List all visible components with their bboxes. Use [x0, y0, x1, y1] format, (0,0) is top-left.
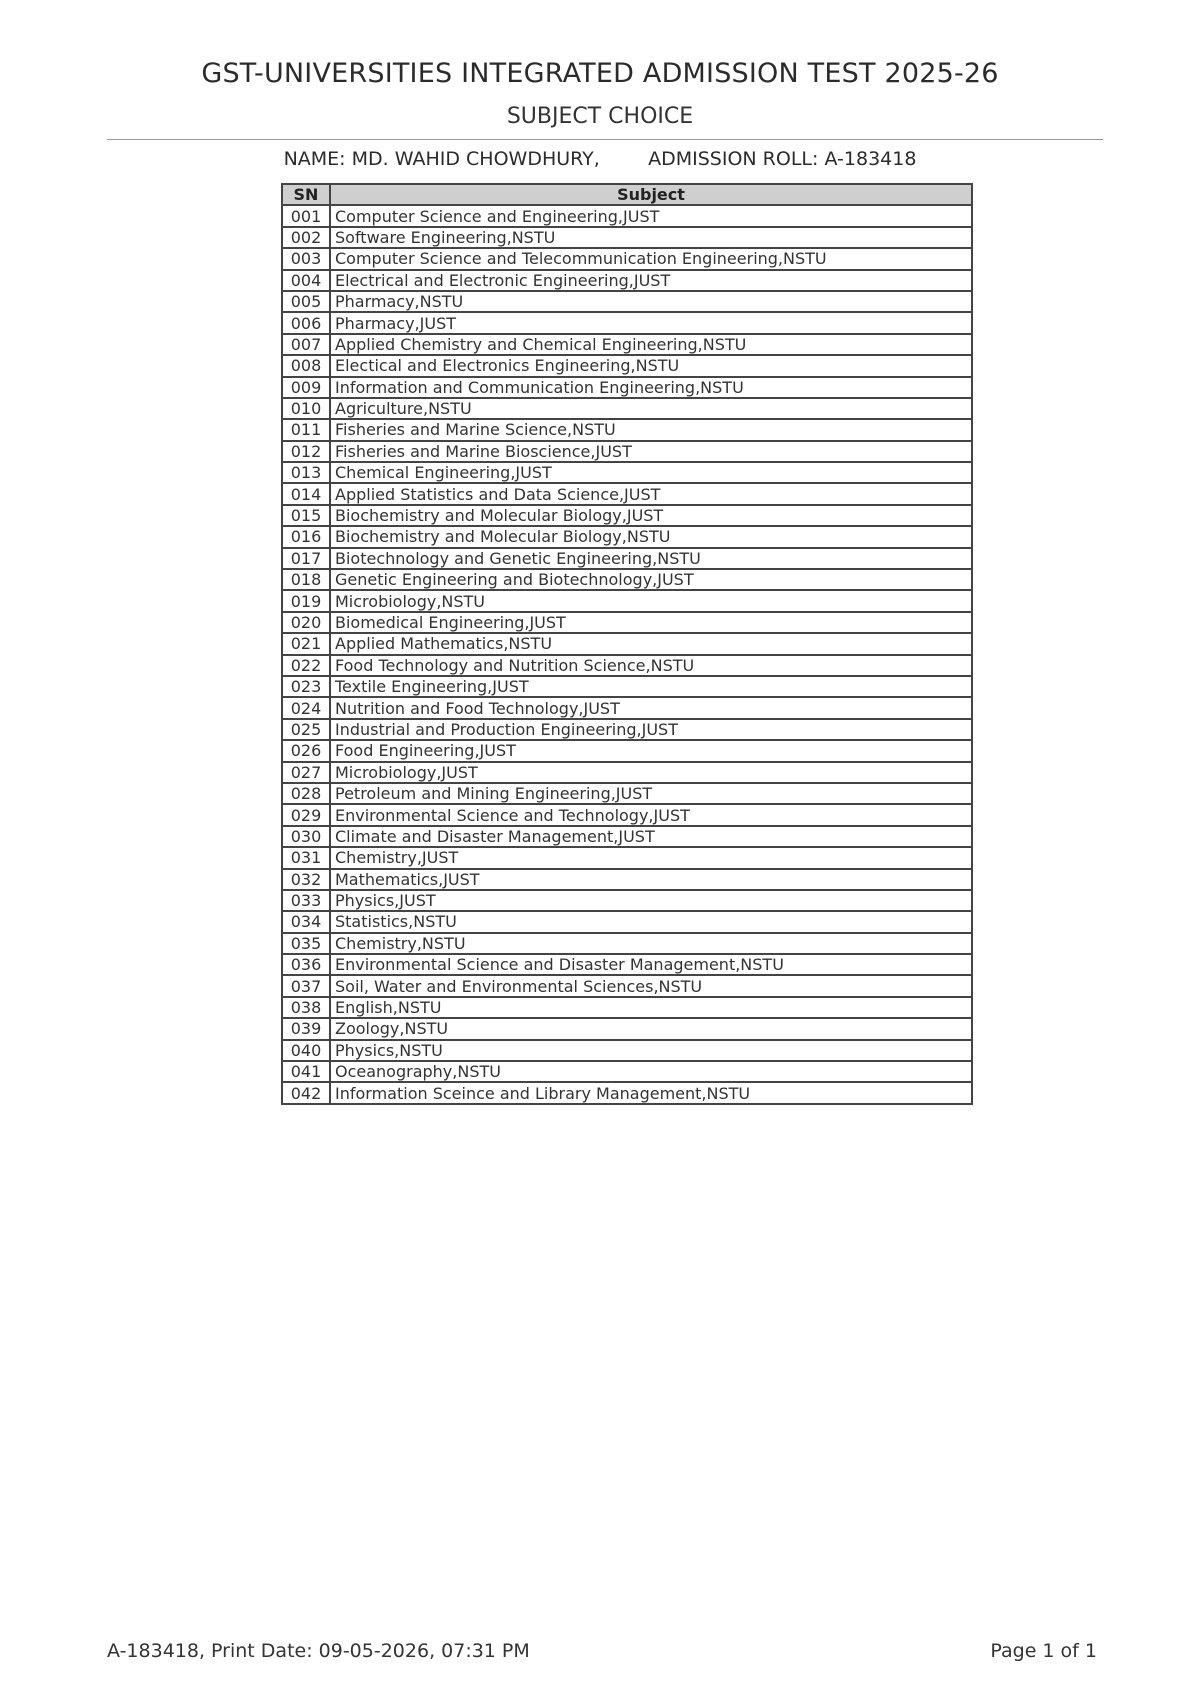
table-row	[282, 355, 972, 376]
table-row	[282, 975, 972, 996]
column-header-sn: SN	[282, 184, 330, 205]
row-subject: Information Sceince and Library Management,NSTU	[330, 1082, 972, 1103]
table-row	[282, 483, 972, 504]
row-sn: 024	[282, 697, 330, 718]
table-row	[282, 676, 972, 697]
row-sn: 039	[282, 1018, 330, 1039]
row-sn: 038	[282, 997, 330, 1018]
row-subject: Microbiology,NSTU	[330, 590, 972, 611]
row-sn: 042	[282, 1082, 330, 1103]
row-subject: Physics,JUST	[330, 890, 972, 911]
row-subject: Applied Chemistry and Chemical Engineering,NSTU	[330, 334, 972, 355]
row-subject: Electical and Electronics Engineering,NSTU	[330, 355, 972, 376]
table-row	[282, 590, 972, 611]
row-subject: Mathematics,JUST	[330, 869, 972, 890]
row-subject: Electrical and Electronic Engineering,JUST	[330, 270, 972, 291]
row-subject: Climate and Disaster Management,JUST	[330, 826, 972, 847]
row-sn: 017	[282, 548, 330, 569]
row-subject: Zoology,NSTU	[330, 1018, 972, 1039]
row-subject: Genetic Engineering and Biotechnology,JUST	[330, 569, 972, 590]
row-subject: Information and Communication Engineering,NSTU	[330, 377, 972, 398]
row-sn: 011	[282, 419, 330, 440]
table-row	[282, 462, 972, 483]
page-title: GST-UNIVERSITIES INTEGRATED ADMISSION TEST 2025-26	[201, 58, 999, 89]
row-sn: 019	[282, 590, 330, 611]
table-row	[282, 804, 972, 825]
row-sn: 004	[282, 270, 330, 291]
row-subject: Chemistry,JUST	[330, 847, 972, 868]
row-subject: Computer Science and Telecommunication Engineering,NSTU	[330, 248, 972, 269]
table-row	[282, 826, 972, 847]
row-sn: 037	[282, 975, 330, 996]
table-row	[282, 334, 972, 355]
row-sn: 030	[282, 826, 330, 847]
row-subject: Pharmacy,JUST	[330, 312, 972, 333]
row-subject: Biomedical Engineering,JUST	[330, 612, 972, 633]
row-sn: 031	[282, 847, 330, 868]
table-row	[282, 312, 972, 333]
footer-page-number: Page 1 of 1	[990, 1640, 1097, 1662]
row-subject: English,NSTU	[330, 997, 972, 1018]
row-sn: 023	[282, 676, 330, 697]
table-row	[282, 655, 972, 676]
row-subject: Physics,NSTU	[330, 1040, 972, 1061]
table-row	[282, 762, 972, 783]
row-sn: 009	[282, 377, 330, 398]
row-subject: Oceanography,NSTU	[330, 1061, 972, 1082]
applicant-name: NAME: MD. WAHID CHOWDHURY,	[283, 148, 600, 170]
table-row	[282, 954, 972, 975]
row-sn: 010	[282, 398, 330, 419]
row-subject: Computer Science and Engineering,JUST	[330, 205, 972, 226]
row-sn: 012	[282, 441, 330, 462]
table-body	[282, 205, 972, 1103]
row-sn: 034	[282, 911, 330, 932]
row-subject: Environmental Science and Technology,JUST	[330, 804, 972, 825]
table-row	[282, 548, 972, 569]
row-sn: 041	[282, 1061, 330, 1082]
row-subject: Textile Engineering,JUST	[330, 676, 972, 697]
row-subject: Environmental Science and Disaster Management,NSTU	[330, 954, 972, 975]
row-subject: Chemical Engineering,JUST	[330, 462, 972, 483]
row-subject: Microbiology,JUST	[330, 762, 972, 783]
table-row	[282, 933, 972, 954]
row-subject: Applied Mathematics,NSTU	[330, 633, 972, 654]
row-sn: 032	[282, 869, 330, 890]
table-row	[282, 997, 972, 1018]
footer-print-info: A-183418, Print Date: 09-05-2026, 07:31 PM	[107, 1640, 530, 1662]
row-subject: Nutrition and Food Technology,JUST	[330, 697, 972, 718]
row-sn: 015	[282, 505, 330, 526]
row-sn: 022	[282, 655, 330, 676]
row-sn: 036	[282, 954, 330, 975]
row-sn: 028	[282, 783, 330, 804]
row-subject: Food Engineering,JUST	[330, 740, 972, 761]
table-row	[282, 890, 972, 911]
row-sn: 029	[282, 804, 330, 825]
table-row	[282, 419, 972, 440]
row-sn: 016	[282, 526, 330, 547]
table-row	[282, 441, 972, 462]
table-row	[282, 869, 972, 890]
row-sn: 027	[282, 762, 330, 783]
row-subject: Biochemistry and Molecular Biology,NSTU	[330, 526, 972, 547]
table-row	[282, 505, 972, 526]
table-row	[282, 227, 972, 248]
row-subject: Agriculture,NSTU	[330, 398, 972, 419]
row-subject: Chemistry,NSTU	[330, 933, 972, 954]
table-row	[282, 398, 972, 419]
row-subject: Fisheries and Marine Science,NSTU	[330, 419, 972, 440]
row-subject: Software Engineering,NSTU	[330, 227, 972, 248]
row-subject: Biotechnology and Genetic Engineering,NSTU	[330, 548, 972, 569]
subject-choice-table	[281, 183, 973, 1105]
table-row	[282, 633, 972, 654]
table-row	[282, 783, 972, 804]
row-sn: 020	[282, 612, 330, 633]
row-sn: 025	[282, 719, 330, 740]
row-sn: 001	[282, 205, 330, 226]
table-row	[282, 1040, 972, 1061]
column-header-subject: Subject	[330, 184, 972, 205]
row-sn: 040	[282, 1040, 330, 1061]
row-sn: 006	[282, 312, 330, 333]
row-subject: Industrial and Production Engineering,JUST	[330, 719, 972, 740]
row-subject: Applied Statistics and Data Science,JUST	[330, 483, 972, 504]
row-sn: 013	[282, 462, 330, 483]
row-sn: 035	[282, 933, 330, 954]
row-sn: 007	[282, 334, 330, 355]
table-row	[282, 569, 972, 590]
row-subject: Statistics,NSTU	[330, 911, 972, 932]
table-row	[282, 847, 972, 868]
table-header-row	[282, 184, 972, 205]
table-row	[282, 526, 972, 547]
table-row	[282, 377, 972, 398]
row-subject: Petroleum and Mining Engineering,JUST	[330, 783, 972, 804]
row-subject: Biochemistry and Molecular Biology,JUST	[330, 505, 972, 526]
table-row	[282, 1061, 972, 1082]
row-sn: 008	[282, 355, 330, 376]
row-sn: 002	[282, 227, 330, 248]
row-sn: 033	[282, 890, 330, 911]
row-subject: Food Technology and Nutrition Science,NSTU	[330, 655, 972, 676]
table-row	[282, 248, 972, 269]
table-row	[282, 740, 972, 761]
row-sn: 018	[282, 569, 330, 590]
table-row	[282, 270, 972, 291]
table-row	[282, 697, 972, 718]
row-sn: 021	[282, 633, 330, 654]
row-sn: 026	[282, 740, 330, 761]
row-subject: Soil, Water and Environmental Sciences,NSTU	[330, 975, 972, 996]
row-sn: 005	[282, 291, 330, 312]
table-row	[282, 612, 972, 633]
row-sn: 003	[282, 248, 330, 269]
header-divider	[107, 139, 1103, 140]
page-subtitle: SUBJECT CHOICE	[506, 104, 694, 129]
row-sn: 014	[282, 483, 330, 504]
table-row	[282, 205, 972, 226]
row-subject: Fisheries and Marine Bioscience,JUST	[330, 441, 972, 462]
table-row	[282, 1082, 972, 1103]
table-row	[282, 911, 972, 932]
row-subject: Pharmacy,NSTU	[330, 291, 972, 312]
table-row	[282, 719, 972, 740]
applicant-info	[0, 148, 1200, 170]
table-row	[282, 1018, 972, 1039]
table-row	[282, 291, 972, 312]
admission-roll: ADMISSION ROLL: A-183418	[648, 148, 917, 170]
